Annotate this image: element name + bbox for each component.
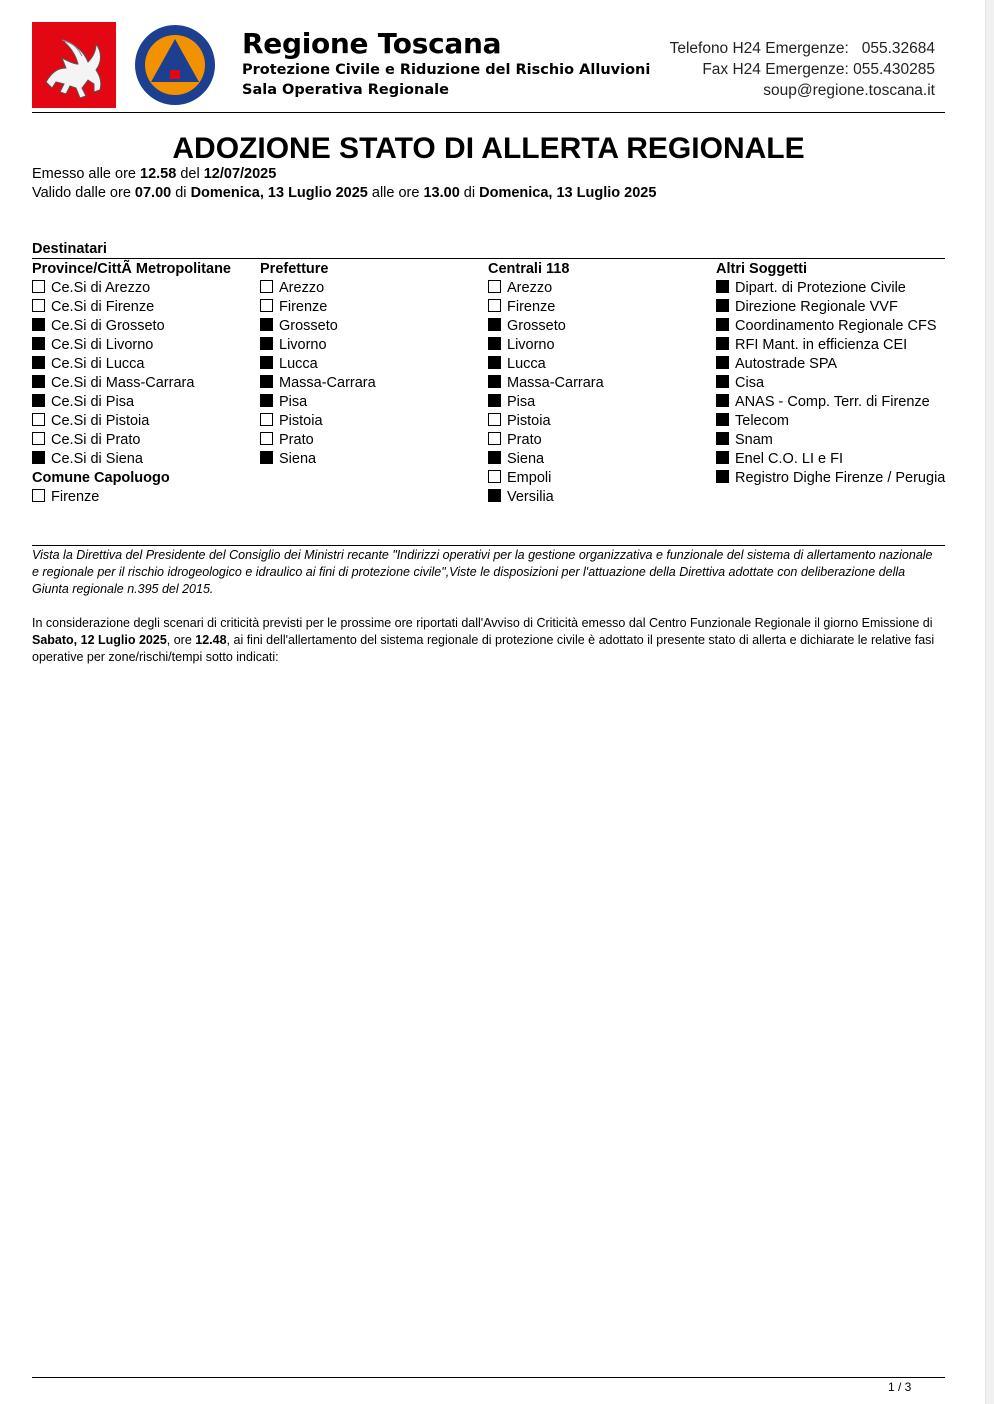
recipient-label: Dipart. di Protezione Civile [735, 280, 906, 296]
phone-line: Telefono H24 Emergenze: 055.32684 [669, 40, 935, 57]
centrali-list [488, 279, 714, 507]
agency-title: Regione Toscana [242, 27, 502, 60]
recipient-label: Siena [279, 451, 317, 467]
checked-box-icon [32, 337, 45, 350]
recipient-label: Enel C.O. LI e FI [735, 451, 843, 467]
letterhead-titles [242, 28, 650, 100]
recipient-label: Direzione Regionale VVF [735, 299, 898, 315]
recipient-label: Snam [735, 432, 773, 448]
recipient-item [32, 279, 258, 298]
recipient-item [488, 355, 714, 374]
recipient-label: Pisa [279, 394, 308, 410]
checked-box-icon [260, 318, 273, 331]
recipients-label: Destinatari [32, 241, 107, 257]
comune-capoluogo-header: Comune Capoluogo [32, 470, 170, 486]
recipient-item [32, 298, 258, 317]
unchecked-box-icon [488, 413, 501, 426]
recipient-item [260, 355, 486, 374]
unchecked-box-icon [32, 413, 45, 426]
recipient-item [488, 298, 714, 317]
letterhead [32, 22, 945, 114]
checked-box-icon [32, 375, 45, 388]
recipient-label: Firenze [51, 489, 100, 505]
recipient-item [260, 431, 486, 450]
checked-box-icon [716, 318, 729, 331]
consideration-paragraph [32, 615, 944, 666]
recipient-label: Coordinamento Regionale CFS [735, 318, 937, 334]
recipient-label: Ce.Si di Arezzo [51, 280, 151, 296]
checked-box-icon [716, 299, 729, 312]
civil-protection-emblem-icon [134, 24, 216, 106]
issued-time: 12.58 [140, 166, 177, 182]
recipient-label: Ce.Si di Firenze [51, 299, 155, 315]
recipient-label: Registro Dighe Firenze / Perugia [735, 470, 946, 486]
recipient-item [260, 412, 486, 431]
vertical-scrollbar[interactable] [985, 0, 994, 1404]
checked-box-icon [716, 451, 729, 464]
recipient-label: Prato [279, 432, 314, 448]
recipient-item [488, 469, 714, 488]
recipient-item [260, 298, 486, 317]
checked-box-icon [260, 356, 273, 369]
province-header: Province/CittÃ Metropolitane [32, 261, 231, 277]
issued-prefix: Emesso alle ore [32, 166, 140, 182]
issue-info [32, 165, 656, 203]
valid-prefix: Valido dalle ore [32, 185, 135, 201]
recipient-label: Cisa [735, 375, 765, 391]
recipient-item [32, 488, 258, 507]
prefetture-header: Prefetture [260, 261, 329, 277]
recipient-label: ANAS - Comp. Terr. di Firenze [735, 394, 930, 410]
recipient-label: Grosseto [507, 318, 566, 334]
issued-line [32, 165, 656, 184]
recipient-label: Ce.Si di Pisa [51, 394, 135, 410]
recipient-item [488, 374, 714, 393]
recipient-label: Massa-Carrara [507, 375, 604, 391]
recipient-item [716, 279, 946, 298]
recipient-item [716, 336, 946, 355]
unchecked-box-icon [488, 432, 501, 445]
recipient-item [260, 336, 486, 355]
altri-soggetti-header: Altri Soggetti [716, 261, 808, 277]
checked-box-icon [488, 375, 501, 388]
checked-box-icon [260, 337, 273, 350]
consider-text-1: In considerazione degli scenari di criticità previsti per le prossime ore riportati dall'Avviso di Criticità emesso dal Centro Funzionale Regionale il giorno Emissione di [32, 616, 933, 630]
column-prefetture [260, 260, 486, 469]
recipients-divider [32, 258, 945, 259]
fax-line: Fax H24 Emergenze: 055.430285 [702, 61, 935, 78]
checked-box-icon [716, 470, 729, 483]
recipient-label: Pistoia [507, 413, 551, 429]
unchecked-box-icon [32, 299, 45, 312]
pegasus-icon [32, 22, 116, 108]
recipient-item [260, 393, 486, 412]
checked-box-icon [488, 337, 501, 350]
valid-di-1: di [171, 185, 191, 201]
recipient-item [32, 450, 258, 469]
checked-box-icon [716, 394, 729, 407]
valid-mid: alle ore [367, 185, 424, 201]
recipient-label: Empoli [507, 470, 552, 486]
consider-date: Sabato, 12 Luglio 2025 [32, 633, 167, 647]
recipient-item [488, 488, 714, 507]
recipient-item [488, 393, 714, 412]
unchecked-box-icon [488, 280, 501, 293]
recipient-label: Ce.Si di Mass-Carrara [51, 375, 195, 391]
unchecked-box-icon [260, 432, 273, 445]
checked-box-icon [260, 375, 273, 388]
valid-from-date: Domenica, 13 Luglio 2025 [190, 185, 368, 201]
recipient-label: Firenze [279, 299, 328, 315]
recipient-label: Siena [507, 451, 545, 467]
recipient-item [716, 431, 946, 450]
checked-box-icon [716, 375, 729, 388]
recipient-item [488, 336, 714, 355]
valid-from-time: 07.00 [134, 185, 172, 201]
consider-text-2: , ore [166, 633, 196, 647]
recipient-label: Massa-Carrara [279, 375, 376, 391]
recipient-item [488, 279, 714, 298]
recipient-label: Versilia [507, 489, 554, 505]
recipient-item [716, 355, 946, 374]
recipient-item [716, 412, 946, 431]
checked-box-icon [488, 451, 501, 464]
recipient-label: Pistoia [279, 413, 323, 429]
recipient-item [716, 374, 946, 393]
checked-box-icon [32, 394, 45, 407]
issued-date: 12/07/2025 [203, 166, 277, 182]
issued-mid: del [176, 166, 204, 182]
recipient-label: Arezzo [279, 280, 325, 296]
comune-capoluogo-list [32, 488, 258, 507]
valid-to-date: Domenica, 13 Luglio 2025 [479, 185, 657, 201]
recipient-label: Ce.Si di Livorno [51, 337, 154, 353]
recipient-label: Firenze [507, 299, 556, 315]
recipient-item [32, 431, 258, 450]
valid-to-time: 13.00 [423, 185, 460, 201]
recipient-label: Ce.Si di Pistoia [51, 413, 150, 429]
recipient-item [488, 450, 714, 469]
unchecked-box-icon [32, 432, 45, 445]
recipient-label: Telecom [735, 413, 789, 429]
column-altri-soggetti [716, 260, 946, 488]
recipient-label: Ce.Si di Lucca [51, 356, 145, 372]
checked-box-icon [260, 451, 273, 464]
valid-line [32, 184, 656, 203]
recipient-item [716, 393, 946, 412]
page-number: 1 / 3 [888, 1380, 912, 1394]
recipient-item [260, 450, 486, 469]
recipient-label: Grosseto [279, 318, 338, 334]
checked-box-icon [716, 337, 729, 350]
recipient-item [32, 412, 258, 431]
unchecked-box-icon [488, 470, 501, 483]
checked-box-icon [32, 318, 45, 331]
centrali-header: Centrali 118 [488, 261, 570, 277]
recipient-label: Ce.Si di Grosseto [51, 318, 165, 334]
recipient-item [488, 317, 714, 336]
recipient-item [32, 355, 258, 374]
footer-divider [32, 1377, 945, 1378]
prefetture-list [260, 279, 486, 469]
checked-box-icon [488, 356, 501, 369]
recipient-item [488, 412, 714, 431]
column-province [32, 260, 258, 507]
recipient-item [32, 393, 258, 412]
protezione-civile-logo [134, 24, 216, 106]
recipient-item [32, 317, 258, 336]
checked-box-icon [488, 394, 501, 407]
recipient-label: Livorno [507, 337, 555, 353]
directive-paragraph: Vista la Direttiva del Presidente del Consiglio dei Ministri recante "Indirizzi operativi per la gestione organizzativa e funzionale del sistema di allertamento nazionale e regionale per il rischio idrogeologico e idraulico ai fini di protezione civile",Viste le disposizioni per l'attuazione della Direttiva adottate con deliberazione della Giunta regionale n.395 del 2015. [32, 548, 933, 596]
recipient-item [488, 431, 714, 450]
consider-time: 12.48 [195, 633, 227, 647]
checked-box-icon [488, 489, 501, 502]
regione-toscana-logo [32, 22, 116, 108]
agency-department: Sala Operativa Regionale [242, 82, 449, 98]
body-divider [32, 545, 945, 546]
recipient-label: Prato [507, 432, 542, 448]
checked-box-icon [488, 318, 501, 331]
recipient-label: Autostrade SPA [735, 356, 838, 372]
recipient-item [260, 279, 486, 298]
recipient-label: Lucca [507, 356, 546, 372]
recipient-item [716, 469, 946, 488]
recipient-label: RFI Mant. in efficienza CEI [735, 337, 908, 353]
recipient-label: Arezzo [507, 280, 553, 296]
recipient-item [32, 336, 258, 355]
recipient-item [32, 374, 258, 393]
recipient-item [260, 317, 486, 336]
altri-soggetti-list [716, 279, 946, 488]
checked-box-icon [716, 432, 729, 445]
recipient-item [260, 374, 486, 393]
document-title: ADOZIONE STATO DI ALLERTA REGIONALE [172, 132, 805, 165]
recipient-label: Lucca [279, 356, 318, 372]
column-centrali [488, 260, 714, 507]
email-line: soup@regione.toscana.it [763, 82, 935, 99]
recipient-item [716, 298, 946, 317]
checked-box-icon [32, 451, 45, 464]
recipient-label: Pisa [507, 394, 536, 410]
unchecked-box-icon [260, 413, 273, 426]
recipient-label: Ce.Si di Siena [51, 451, 143, 467]
unchecked-box-icon [32, 489, 45, 502]
recipient-label: Livorno [279, 337, 327, 353]
checked-box-icon [716, 356, 729, 369]
unchecked-box-icon [32, 280, 45, 293]
recipient-label: Ce.Si di Prato [51, 432, 141, 448]
unchecked-box-icon [488, 299, 501, 312]
checked-box-icon [260, 394, 273, 407]
recipient-item [716, 317, 946, 336]
agency-subtitle: Protezione Civile e Riduzione del Rischio Alluvioni [242, 62, 651, 78]
consider-text-3: , ai fini dell'allertamento del sistema regionale di protezione civile è adottato il presente stato di allerta e dichiarate le relative fasi operative per zone/rischi/tempi sotto indicati: [32, 633, 935, 664]
checked-box-icon [716, 280, 729, 293]
province-list [32, 279, 258, 469]
valid-di-2: di [459, 185, 480, 201]
unchecked-box-icon [260, 299, 273, 312]
checked-box-icon [716, 413, 729, 426]
header-divider [32, 112, 945, 113]
unchecked-box-icon [260, 280, 273, 293]
recipient-item [716, 450, 946, 469]
checked-box-icon [32, 356, 45, 369]
contact-block [670, 38, 935, 101]
